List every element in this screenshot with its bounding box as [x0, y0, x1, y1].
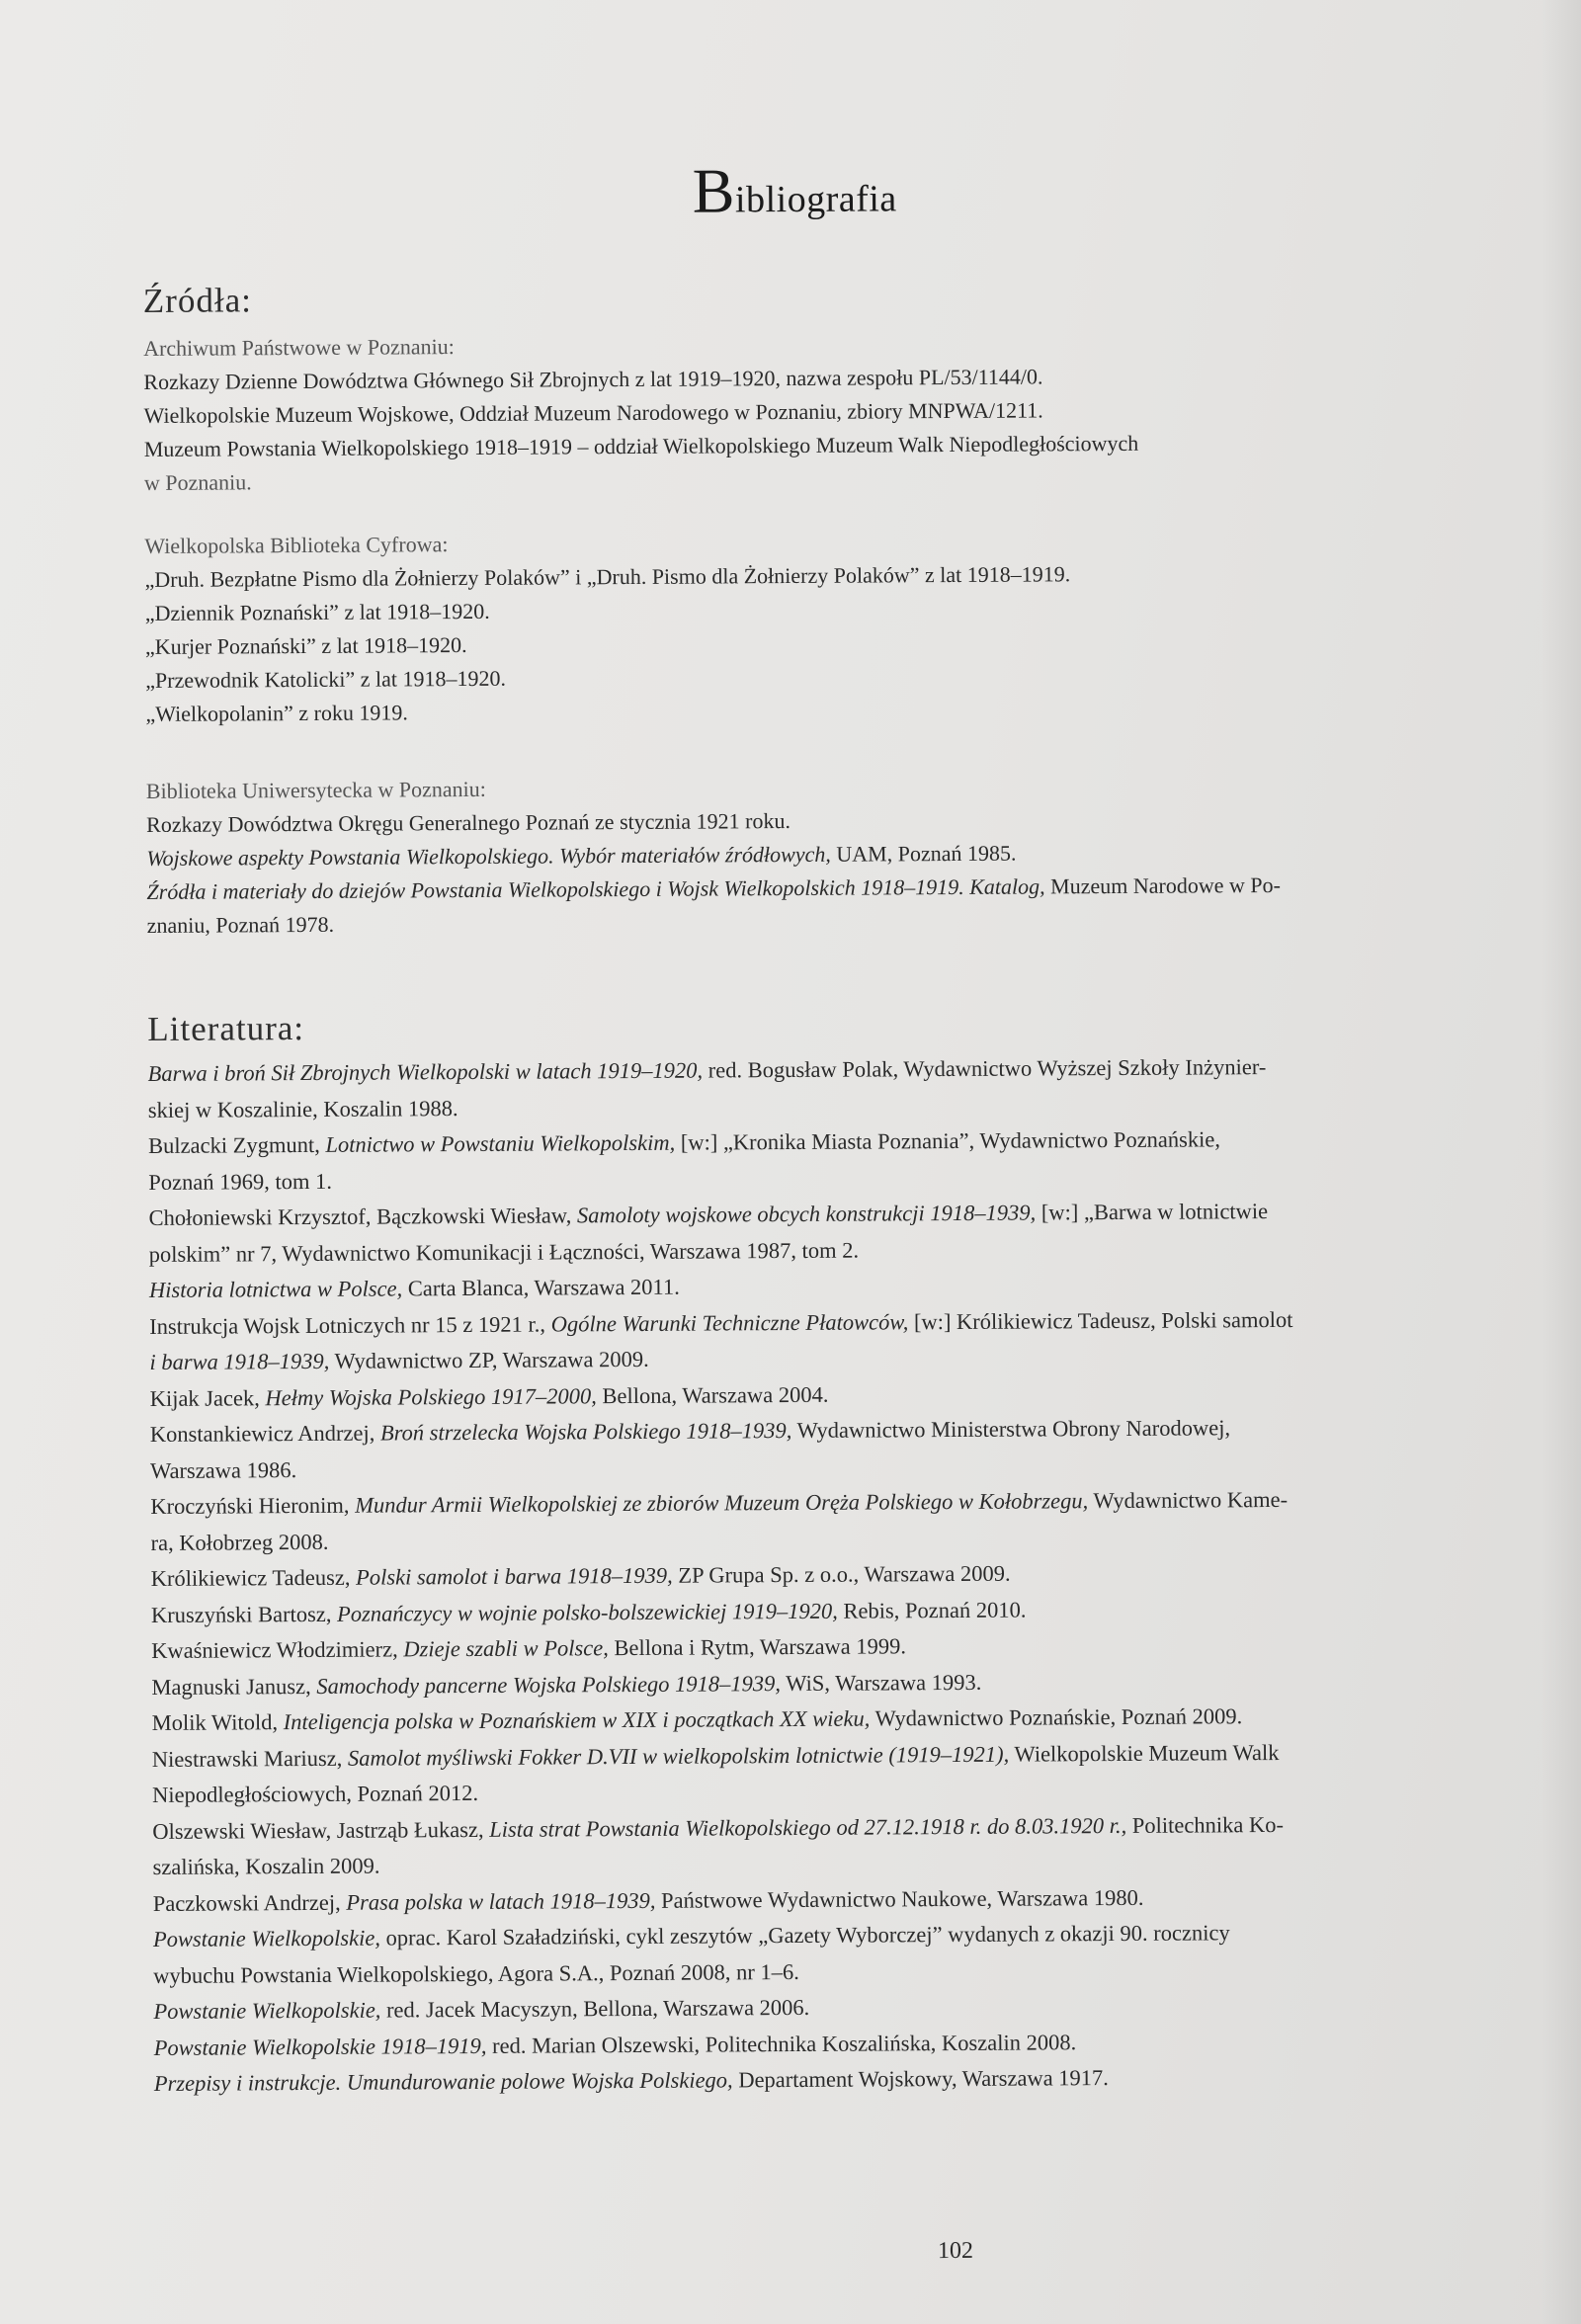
source-line: w Poznaniu. [143, 469, 252, 495]
entry-publication: oprac. Karol Szaładziński, cykl zeszytów „Gazety Wyborczej” wydanych z okazji 90. rocznicy [379, 1920, 1230, 1950]
source-rest: Muzeum Narodowe w Po- [1044, 872, 1281, 899]
sources-group-library [144, 526, 1071, 733]
entry-title-italic: Broń strzelecka Wojska Polskiego 1918–1939, [379, 1418, 792, 1446]
entry-author: Instrukcja Wojsk Lotniczych nr 15 z 1921 r., [149, 1310, 551, 1339]
entry-author: Bulzacki Zygmunt, [148, 1131, 326, 1158]
literature-section [147, 1009, 304, 1049]
entry-author: Molik Witold, [151, 1709, 284, 1735]
entry-author: szalińska, Koszalin 2009. [152, 1853, 380, 1879]
sources-group-archive [143, 328, 1139, 502]
bibliography-entry-line [154, 2062, 1297, 2106]
literature-list [148, 1052, 1298, 2106]
source-line: znaniu, Poznań 1978. [146, 911, 335, 938]
page-number: 102 [937, 2237, 974, 2265]
page-edge-shadow [1541, 0, 1581, 2324]
entry-author: Magnuski Janusz, [151, 1673, 317, 1700]
sources-group-university [146, 770, 1281, 945]
source-title-italic: Wojskowe aspekty Powstania Wielkopolskiego. Wybór materiałów źródłowych, [146, 841, 831, 871]
source-line: „Wielkopolanin” z roku 1919. [145, 700, 408, 726]
entry-title-italic: i barwa 1918–1939, [149, 1348, 330, 1374]
entry-author: Chołoniewski Krzysztof, Bączkowski Wiesław, [148, 1203, 577, 1230]
source-line: „Dziennik Poznański” z lat 1918–1920. [144, 598, 490, 625]
source-line: Muzeum Powstania Wielkopolskiego 1918–1919 – oddział Wielkopolskiego Muzeum Walk Niepodległościowych [143, 430, 1139, 461]
entry-publication: Bellona, Warszawa 2004. [596, 1381, 829, 1408]
entry-publication: Politechnika Ko- [1126, 1811, 1285, 1838]
entry-publication: Wydawnictwo Kame- [1088, 1486, 1289, 1514]
entry-title-italic: Poznańczycy w wojnie polsko-bolszewickiej 1919–1920, [337, 1598, 838, 1626]
page-title [142, 150, 1447, 231]
entry-publication: [w:] „Barwa w lotnictwie [1036, 1199, 1269, 1225]
entry-publication: Rebis, Poznań 2010. [837, 1597, 1027, 1623]
entry-publication: red. Jacek Macyszyn, Bellona, Warszawa 2006. [380, 1994, 810, 2023]
entry-author: Królikiewicz Tadeusz, [150, 1564, 357, 1591]
entry-author: Kwaśniewicz Włodzimierz, [151, 1636, 404, 1663]
source-line: „Przewodnik Katolicki” z lat 1918–1920. [145, 665, 507, 693]
entry-title-italic: Przepisy i instrukcje. Umundurowanie polowe Wojska Polskiego, [153, 2067, 733, 2096]
entry-title-italic: Historia lotnictwa w Polsce, [148, 1276, 403, 1302]
entry-publication: red. Marian Olszewski, Politechnika Koszalińska, Koszalin 2008. [486, 2029, 1077, 2058]
entry-title-italic: Polski samolot i barwa 1918–1939, [355, 1562, 673, 1590]
source-line: „Kurjer Poznański” z lat 1918–1920. [144, 631, 467, 659]
entry-author: Poznań 1969, tom 1. [148, 1168, 333, 1195]
entry-publication: Wielkopolskie Muzeum Walk [1009, 1739, 1280, 1767]
entry-author: Kroczyński Hieronim, [150, 1492, 356, 1519]
entry-author: polskim” nr 7, Wydawnictwo Komunikacji i Łączności, Warszawa 1987, tom 2. [148, 1237, 860, 1267]
entry-title-italic: Samoloty wojskowe obcych konstrukcji 1918–1939, [576, 1200, 1037, 1228]
source-title-italic: Źródła i materiały do dziejów Powstania Wielkopolskiego i Wojsk Wielkopolskich 1918–1919. Katalog, [146, 873, 1045, 904]
entry-publication: red. Bogusław Polak, Wydawnictwo Wyższej Szkoły Inżynier- [702, 1054, 1267, 1083]
entry-author: Olszewski Wiesław, Jastrząb Łukasz, [152, 1816, 490, 1844]
entry-title-italic: Dzieje szabli w Polsce, [403, 1635, 609, 1662]
entry-author: wybuchu Powstania Wielkopolskiego, Agora S.A., Poznań 2008, nr 1–6. [153, 1958, 799, 1988]
source-line: Rozkazy Dzienne Dowództwa Głównego Sił Zbrojnych z lat 1919–1920, nazwa zespołu PL/53/1144/0. [143, 364, 1043, 394]
entry-title-italic: Lista strat Powstania Wielkopolskiego od 27.12.1918 r. do 8.03.1920 r., [489, 1812, 1127, 1842]
source-line: Biblioteka Uniwersytecka w Poznaniu: [145, 776, 486, 803]
entry-author: Konstankiewicz Andrzej, [149, 1420, 381, 1447]
entry-publication: ZP Grupa Sp. z o.o., Warszawa 2009. [672, 1560, 1011, 1588]
source-rest: UAM, Poznań 1985. [830, 840, 1017, 867]
source-line: Wielkopolska Biblioteka Cyfrowa: [144, 532, 449, 558]
entry-publication: Wydawnictwo Ministerstwa Obrony Narodowej, [791, 1415, 1231, 1444]
entry-publication: Wydawnictwo Poznańskie, Poznań 2009. [870, 1703, 1243, 1731]
entry-title-italic: Powstanie Wielkopolskie, [153, 1997, 381, 2024]
entry-author: ra, Kołobrzeg 2008. [150, 1529, 329, 1555]
entry-publication: Państwowe Wydawnictwo Naukowe, Warszawa 1980. [655, 1884, 1144, 1913]
entry-author: Kruszyński Bartosz, [150, 1601, 338, 1627]
title-rest: ibliografia [734, 178, 897, 221]
entry-publication: WiS, Warszawa 1993. [780, 1669, 982, 1696]
literature-heading: Literatura: [147, 1009, 305, 1048]
entry-author: Kijak Jacek, [149, 1384, 266, 1411]
entry-title-italic: Samolot myśliwski Fokker D.VII w wielkopolskim lotnictwie (1919–1921), [347, 1741, 1010, 1771]
entry-title-italic: Barwa i broń Sił Zbrojnych Wielkopolski w latach 1919–1920, [147, 1057, 704, 1086]
entry-author: Niepodległościowych, Poznań 2012. [152, 1780, 479, 1807]
entry-publication: Wydawnictwo ZP, Warszawa 2009. [329, 1346, 649, 1373]
entry-publication: Carta Blanca, Warszawa 2011. [402, 1274, 680, 1301]
entry-title-italic: Samochody pancerne Wojska Polskiego 1918–1939, [316, 1670, 782, 1699]
sources-section [143, 281, 252, 321]
sources-heading: Źródła: [142, 281, 253, 320]
entry-title-italic: Powstanie Wielkopolskie, [152, 1925, 381, 1951]
entry-title-italic: Hełmy Wojska Polskiego 1917–2000, [265, 1382, 597, 1410]
source-line: Wielkopolskie Muzeum Wojskowe, Oddział Muzeum Narodowego w Poznaniu, zbiory MNPWA/1211. [143, 397, 1043, 428]
entry-title-italic: Inteligencja polska w Poznańskiem w XIX i początkach XX wieku, [283, 1705, 871, 1735]
entry-title-italic: Mundur Armii Wielkopolskiej ze zbiorów Muzeum Oręża Polskiego w Kołobrzegu, [355, 1488, 1089, 1518]
entry-title-italic: Powstanie Wielkopolskie 1918–1919, [153, 2033, 487, 2060]
title-initial: B [692, 155, 736, 226]
entry-title-italic: Prasa polska w latach 1918–1939, [346, 1887, 656, 1915]
entry-publication: [w:] „Kronika Miasta Poznania”, Wydawnictwo Poznańskie, [675, 1126, 1221, 1155]
entry-author: Paczkowski Andrzej, [152, 1889, 347, 1916]
entry-title-italic: Lotnictwo w Powstaniu Wielkopolskim, [325, 1129, 676, 1157]
source-line: Rozkazy Dowództwa Okręgu Generalnego Poznań ze stycznia 1921 roku. [146, 808, 791, 837]
source-line: Archiwum Państwowe w Poznaniu: [143, 334, 455, 361]
entry-title-italic: Ogólne Warunki Techniczne Płatowców, [550, 1308, 909, 1336]
entry-author: Niestrawski Mariusz, [151, 1745, 349, 1772]
entry-author: Warszawa 1986. [150, 1456, 297, 1483]
entry-publication: Departament Wojskowy, Warszawa 1917. [732, 2065, 1109, 2093]
entry-publication: Bellona i Rytm, Warszawa 1999. [608, 1633, 907, 1661]
source-line: „Druh. Bezpłatne Pismo dla Żołnierzy Polaków” i „Druh. Pismo dla Żołnierzy Polaków” z lat 1918–1919. [144, 561, 1071, 592]
entry-author: skiej w Koszalinie, Koszalin 1988. [147, 1095, 458, 1122]
entry-publication: [w:] Królikiewicz Tadeusz, Polski samolot [908, 1306, 1293, 1334]
